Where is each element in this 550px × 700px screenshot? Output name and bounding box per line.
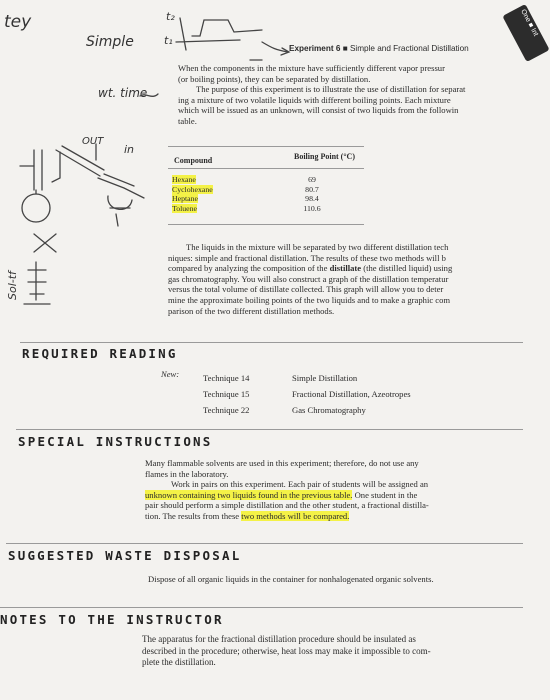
liquids-line: parison of the two different distillation methods.	[168, 305, 335, 316]
new-label: New:	[161, 369, 180, 379]
notes-heading: NOTES TO THE INSTRUCTOR	[0, 612, 224, 627]
bp-cell: 110.6	[303, 203, 321, 213]
highlighted-text: two methods will be compared.	[241, 510, 350, 521]
liquids-paragraph	[168, 242, 523, 316]
section-rule	[6, 543, 523, 544]
waste-disposal-text: Dispose of all organic liquids in the container for nonhalogenated organic solvents.	[148, 574, 434, 584]
required-reading-heading: REQUIRED READING	[22, 346, 178, 361]
handwritten-note-simple: Simple	[86, 34, 134, 50]
experiment-separator: ■	[342, 44, 348, 53]
technique-item: Technique 14	[203, 373, 250, 383]
table-row	[172, 204, 332, 214]
waste-disposal-heading: SUGGESTED WASTE DISPOSAL	[8, 548, 242, 563]
special-line: pair should perform a simple distillation and the other student, a fractional distilla-	[145, 500, 429, 511]
topic-item: Fractional Distillation, Azeotropes	[292, 389, 411, 399]
handwritten-note-out: OUT	[82, 136, 104, 147]
experiment-number: Experiment 6	[289, 44, 341, 53]
handwritten-note-wt-time: wt. time	[98, 86, 148, 100]
intro-line: The purpose of this experiment is to illustrate the use of distillation for separat	[196, 84, 466, 95]
table-top-rule	[168, 146, 364, 147]
table-bottom-rule	[168, 224, 364, 225]
special-instructions-heading: SPECIAL INSTRUCTIONS	[18, 434, 213, 449]
table-row	[172, 194, 332, 204]
handwritten-note-t1: t₁	[164, 34, 173, 47]
intro-line: table.	[178, 115, 197, 126]
notes-paragraph	[142, 634, 523, 669]
handwritten-note-tey: tey	[4, 12, 32, 32]
special-line: tion. The results from these two methods will be compared.	[145, 510, 350, 521]
table-header-bp: Boiling Point (°C)	[294, 152, 355, 161]
special-instructions-paragraph	[145, 458, 523, 522]
topic-item: Simple Distillation	[292, 373, 358, 383]
intro-line: which will be issued as an unknown, will consist of two liquids from the followin	[178, 105, 459, 116]
handwritten-note-t2: t₂	[166, 10, 175, 23]
intro-line: When the components in the mixture have sufficiently different vapor pressur	[178, 63, 445, 73]
liquids-line: mine the approximate boiling points of the two liquids and to make a graphic com	[168, 294, 451, 305]
liquids-line: niques: simple and fractional distillation. The results of these two methods will b	[168, 252, 446, 263]
experiment-header	[289, 44, 469, 53]
notes-line: plete the distillation.	[142, 657, 216, 667]
special-line: Work in pairs on this experiment. Each pair of students will be assigned an	[171, 479, 429, 490]
section-rule	[0, 607, 523, 608]
intro-line: (or boiling points), they can be separated by distillation.	[178, 73, 371, 84]
special-line: flames in the laboratory.	[145, 468, 229, 479]
notes-line: The apparatus for the fractional distillation procedure should be insulated as	[142, 634, 416, 644]
compound-cell: Cyclohexane	[172, 184, 213, 194]
special-line: Many flammable solvents are used in this experiment; therefore, do not use any	[145, 458, 419, 468]
bp-cell: 98.4	[305, 194, 319, 204]
experiment-title: Simple and Fractional Distillation	[349, 44, 469, 53]
handwritten-note-vertical: Sol-tf	[6, 271, 19, 300]
compound-cell: Heptane	[172, 194, 198, 204]
notes-line: described in the procedure; otherwise, heat loss may make it impossible to com-	[142, 645, 431, 656]
topic-list	[292, 370, 411, 418]
handwritten-note-in: in	[124, 143, 135, 156]
technique-item: Technique 22	[203, 405, 250, 415]
bp-cell: 69	[308, 175, 316, 184]
technique-item: Technique 15	[203, 389, 250, 399]
table-row	[172, 175, 332, 185]
section-rule	[20, 342, 523, 343]
corner-tab: One ■ Int	[502, 4, 549, 62]
liquids-line: versus the total volume of distillate collected. This graph will allow you to deter	[168, 284, 444, 295]
bp-table-grid	[172, 175, 332, 213]
bp-table	[172, 175, 332, 213]
technique-list	[203, 370, 249, 418]
highlighted-text: unknown containing two liquids found in the previous table.	[145, 489, 353, 500]
distillate-term: distillate	[329, 263, 362, 274]
bp-cell: 80.7	[305, 184, 319, 194]
compound-cell: Hexane	[172, 175, 196, 184]
liquids-line: gas chromatography. You will also construct a graph of the distillation temperatur	[168, 273, 449, 284]
section-rule	[16, 429, 523, 430]
intro-line: ing a mixture of two volatile liquids with different boiling points. Each mixture	[178, 94, 451, 105]
special-line: unknown containing two liquids found in the previous table. One student in the	[145, 489, 418, 500]
liquids-line: compared by analyzing the composition of the distillate (the distilled liquid) using	[168, 263, 453, 274]
table-row	[172, 185, 332, 195]
compound-cell: Toluene	[172, 203, 198, 213]
table-header-rule	[168, 168, 364, 169]
intro-paragraph	[178, 63, 523, 127]
topic-item: Gas Chromatography	[292, 405, 366, 415]
table-header-compound: Compound	[174, 156, 213, 165]
liquids-line: The liquids in the mixture will be separated by two different distillation tech	[186, 242, 449, 252]
